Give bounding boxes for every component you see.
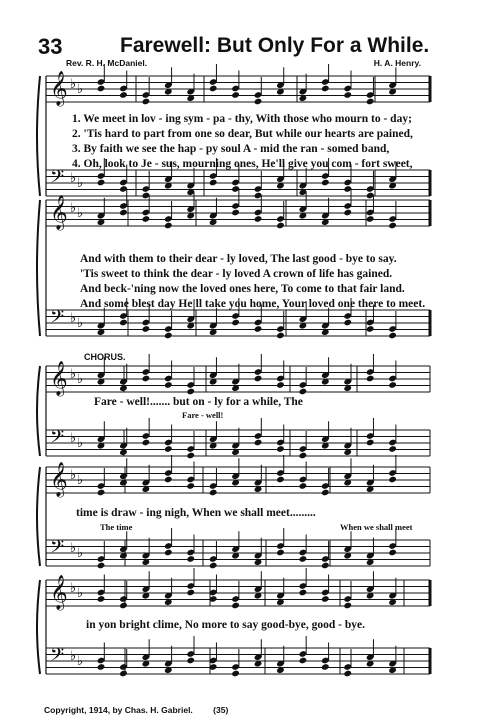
hymn-number: 33 — [38, 34, 63, 59]
chorus-line-3: in yon bright clime, No more to say good-bye, good - bye. — [86, 619, 365, 631]
chorus-bass-line-1: Fare - well! — [182, 410, 224, 420]
note-head — [321, 85, 330, 93]
verse-line: 1. We meet in lov - ing sym - pa - thy, With those who mourn to - day; — [72, 113, 412, 125]
note-head — [119, 670, 128, 678]
note-head — [276, 332, 285, 340]
note-head — [97, 85, 106, 93]
note-head — [164, 476, 173, 484]
system-brace — [37, 467, 40, 566]
system-brace — [37, 76, 40, 196]
flat-icon: ♭ — [77, 372, 84, 387]
flat-icon: ♭ — [77, 586, 84, 601]
note-head — [343, 319, 352, 327]
flat-icon: ♭ — [77, 82, 84, 97]
note-head — [142, 98, 151, 106]
note-head — [299, 589, 308, 597]
note-head — [388, 476, 397, 484]
note-head — [388, 549, 397, 557]
note-head — [299, 555, 308, 563]
note-head — [276, 381, 285, 389]
note-head — [343, 91, 352, 99]
flat-icon: ♭ — [77, 473, 84, 488]
note-head — [186, 452, 195, 460]
flat-icon: ♭ — [70, 468, 77, 483]
note-head — [97, 663, 106, 671]
note-head — [97, 595, 106, 603]
bass-clef-icon: 𝄢 — [50, 307, 65, 332]
treble-clef-icon: 𝄞 — [50, 462, 68, 497]
note-head — [254, 325, 263, 333]
treble-clef-icon: 𝄞 — [50, 71, 68, 106]
system-brace — [37, 366, 40, 456]
flat-icon: ♭ — [77, 436, 84, 451]
note-head — [97, 489, 106, 497]
bass-clef-icon: 𝄢 — [50, 537, 65, 562]
chorus-line-1: Fare - well!....... but on - ly for a while, The — [94, 396, 303, 408]
note-head — [186, 589, 195, 597]
note-head — [209, 85, 218, 93]
chorus-line-2: time is draw - ing nigh, When we shall meet......... — [76, 507, 316, 519]
verse-line: And with them to their dear - ly loved, The last good - bye to say. — [80, 253, 397, 265]
note-head — [343, 209, 352, 217]
note-head — [366, 375, 375, 383]
note-head — [321, 562, 330, 570]
note-head — [97, 179, 106, 187]
verse-line: And beck-'ning now the loved ones here, To come to that fair land. — [80, 283, 405, 295]
flat-icon: ♭ — [70, 431, 77, 446]
bass-clef-icon: 𝄢 — [50, 427, 65, 452]
note-head — [119, 209, 128, 217]
note-head — [299, 657, 308, 665]
system-brace — [37, 200, 40, 336]
flat-icon: ♭ — [70, 367, 77, 382]
note-head — [299, 452, 308, 460]
note-head — [142, 325, 151, 333]
note-head — [231, 209, 240, 217]
note-head — [254, 98, 263, 106]
note-head — [164, 445, 173, 453]
note-head — [186, 482, 195, 490]
note-head — [388, 381, 397, 389]
note-head — [209, 489, 218, 497]
note-head — [164, 222, 173, 230]
note-head — [366, 98, 375, 106]
flat-icon: ♭ — [70, 581, 77, 596]
note-head — [97, 562, 106, 570]
note-head — [343, 602, 352, 610]
note-head — [276, 222, 285, 230]
note-head — [366, 439, 375, 447]
flat-icon: ♭ — [70, 649, 77, 664]
note-head — [254, 375, 263, 383]
note-head — [209, 179, 218, 187]
note-head — [299, 482, 308, 490]
note-head — [231, 602, 240, 610]
flat-icon: ♭ — [77, 206, 84, 221]
note-head — [142, 215, 151, 223]
note-head — [231, 91, 240, 99]
note-head — [119, 319, 128, 327]
note-head — [321, 663, 330, 671]
verse-line: 'Tis sweet to think the dear - ly loved A crown of life has gained. — [80, 268, 393, 280]
note-head — [276, 549, 285, 557]
copyright-text: Copyright, 1914, by Chas. H. Gabriel. — [44, 705, 193, 715]
note-head — [142, 439, 151, 447]
chorus-label: CHORUS. — [84, 352, 126, 362]
verses-block-2 — [80, 252, 425, 312]
note-head — [388, 332, 397, 340]
composer: H. A. Henry. — [373, 58, 421, 68]
note-head — [388, 222, 397, 230]
note-head — [254, 215, 263, 223]
flat-icon: ♭ — [77, 546, 84, 561]
note-head — [231, 319, 240, 327]
flat-icon: ♭ — [70, 201, 77, 216]
note-head — [142, 375, 151, 383]
note-head — [209, 562, 218, 570]
note-head — [321, 179, 330, 187]
note-head — [276, 445, 285, 453]
note-head — [186, 657, 195, 665]
note-head — [164, 381, 173, 389]
chorus-bass-left: The time — [100, 522, 133, 532]
flat-icon: ♭ — [70, 171, 77, 186]
note-head — [186, 555, 195, 563]
flat-icon: ♭ — [70, 77, 77, 92]
note-head — [119, 91, 128, 99]
verse-line: 2. 'Tis hard to part from one so dear, But while our hearts are pained, — [72, 128, 413, 140]
page-number: (35) — [213, 705, 229, 715]
hymn-title: Farewell: But Only For a While. — [120, 34, 430, 57]
note-head — [388, 445, 397, 453]
verse-line: And some blest day He'll take you home, Your loved one there to meet. — [80, 298, 426, 310]
note-head — [343, 670, 352, 678]
flat-icon: ♭ — [70, 541, 77, 556]
note-head — [321, 595, 330, 603]
page-footer — [44, 705, 228, 715]
treble-clef-icon: 𝄞 — [50, 195, 68, 230]
note-head — [164, 549, 173, 557]
note-head — [254, 439, 263, 447]
chorus-bass-right: When we shall meet — [340, 522, 413, 532]
note-head — [164, 332, 173, 340]
note-head — [276, 476, 285, 484]
note-head — [321, 489, 330, 497]
bass-clef-icon: 𝄢 — [50, 167, 65, 192]
note-head — [119, 602, 128, 610]
verses-block-1 — [72, 112, 413, 172]
note-head — [231, 670, 240, 678]
bass-clef-icon: 𝄢 — [50, 645, 65, 670]
flat-icon: ♭ — [70, 311, 77, 326]
system-brace — [37, 580, 40, 674]
treble-clef-icon: 𝄞 — [50, 575, 68, 610]
treble-clef-icon: 𝄞 — [50, 361, 68, 396]
flat-icon: ♭ — [77, 654, 84, 669]
verse-line: 4. Oh, look to Je - sus, mourning ones, He'll give you com - fort sweet, — [72, 158, 413, 170]
note-head — [366, 215, 375, 223]
lyricist: Rev. R. H. McDaniel. — [66, 58, 148, 68]
note-head — [366, 325, 375, 333]
verse-line: 3. By faith we see the hap - py soul A - mid the ran - somed band, — [72, 143, 390, 155]
flat-icon: ♭ — [77, 316, 84, 331]
flat-icon: ♭ — [77, 176, 84, 191]
